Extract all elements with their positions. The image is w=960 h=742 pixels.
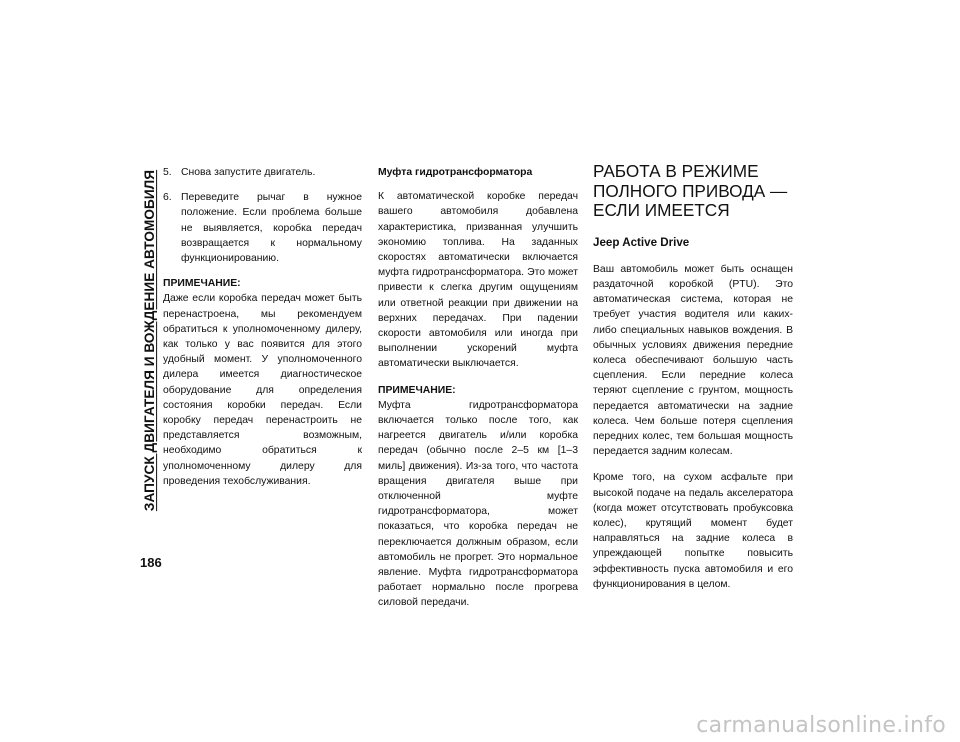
chapter-title: РАБОТА В РЕЖИМЕ ПОЛНОГО ПРИВОДА — ЕСЛИ ИМЕЕТСЯ bbox=[593, 161, 788, 220]
step-text: Переведите рычаг в нужное положение. Если проблема больше не выявляется, коробка передач возвращается к нормальному функционированию. bbox=[181, 192, 362, 265]
column-1 bbox=[163, 165, 362, 500]
note-title: ПРИМЕЧАНИЕ: bbox=[378, 384, 456, 396]
page-number: 186 bbox=[140, 555, 162, 570]
step-number: 5. bbox=[163, 167, 172, 178]
subsection-heading: Jeep Active Drive bbox=[593, 235, 690, 249]
paragraph: Ваш автомобиль может быть оснащен раздаточной коробкой (PTU). Это автоматическая система, которая не требует участия водителя или каких-либо специальных навыков вождения. В обычных условиях движения передние колеса обеспечивают большую часть сцепления. Если передние колеса теряют сцепление с грунтом, мощность передается автоматически на задние колеса. Чем больше потеря сцепления передних колес, тем большая мощность передается задним колесам. bbox=[593, 263, 793, 458]
step-text: Снова запустите двигатель. bbox=[181, 167, 316, 178]
section-side-tab bbox=[140, 168, 160, 513]
note-text: Муфта гидротрансформатора включается только после того, как нагреется двигатель и/или коробка передач (обычно после 2–5 км [1–3 миль] движения). Из-за того, что частота вращения двигателя выше при отключенной муфте гидротрансформатора, может показаться, что коробка передач не переключается должным образом, если автомобиль не прогрет. Это нормальное явление. Муфта гидротрансформатора работает нормально после прогрева силовой передачи. bbox=[378, 399, 578, 609]
paragraph: К автоматической коробке передач вашего автомобиля добавлена характеристика, призванная улучшить экономию топлива. На заданных скоростях автоматически включается муфта гидротрансформатора. Это может привести к слегка другим ощущениям или ответной реакции при движении на верхних передачах. При падении скорости автомобиля или иногда при выполнении ускорений муфта автоматически выключается. bbox=[378, 191, 578, 370]
section-side-tab-label: ЗАПУСК ДВИГАТЕЛЯ И ВОЖДЕНИЕ АВТОМОБИЛЯ bbox=[142, 169, 158, 512]
watermark: carmanualsonline.info bbox=[696, 713, 946, 738]
note-text: Даже если коробка передач может быть перенастроена, мы рекомендуем обратиться к уполномоченному дилеру, как только у вас появится для этого удобный момент. У уполномоченного дилера имеется диагностическое оборудование для определения состояния коробки передач. Если коробку передач перенастроить не представляется возможным, необходимо обратиться к уполномоченному дилеру для проведения техобслуживания. bbox=[163, 293, 362, 487]
column-3 bbox=[593, 161, 793, 603]
paragraph: Кроме того, на сухом асфальте при высокой подаче на педаль акселератора (когда может отсутствовать пробуксовка колес), крутящий момент будет направляться на задние колеса в упреждающей попытке повысить эффективность пуска автомобиля и его функционирования в целом. bbox=[593, 472, 793, 590]
section-heading: Муфта гидротрансформатора bbox=[378, 167, 533, 178]
note-title: ПРИМЕЧАНИЕ: bbox=[163, 278, 241, 290]
column-2 bbox=[378, 165, 578, 622]
step-item bbox=[163, 165, 362, 180]
step-item bbox=[163, 190, 362, 266]
step-number: 6. bbox=[163, 192, 172, 204]
